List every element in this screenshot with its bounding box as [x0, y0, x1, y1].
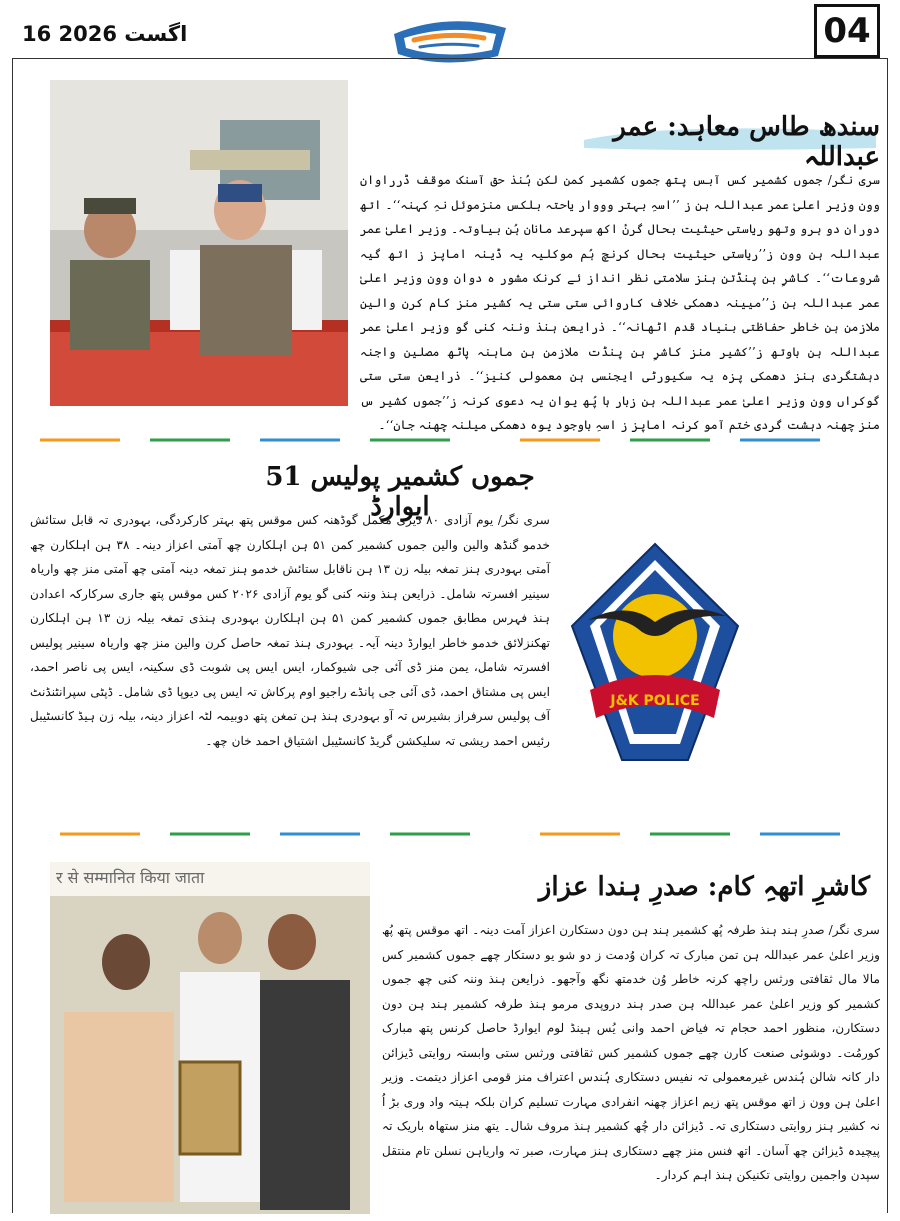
article1-photo — [50, 80, 348, 406]
article2-body: سری نگر/ یوم آزادی ۸۰ ڈیری مکمل گوڈھنہ کس موقس پتھ بہتر کارکردگی، بہودری تہ قابل ستائش خدمو گنڈھ والین والین جموں کشمیر کمن ۵۱ ہن اہلکارن چھ آمتی اعزاز دینہ۔ ۳۸ ہن اہلکارن چھ آمتی بہودری ہنز تمغہ بیلہ زن ۱۳ ہن ناقابل ستائش خدمو ہنز تمغہ دینہ آمتی چھ آمتی منز چھ واریاہ سینیر افسرتہ شامل۔ ذرایعن ہنذ وننہ کنی گو یوم آزادی ۲۰۲۶ کس موقس پتھ جاری سرکارکہ اعدادن ہنذ فہرس مطابق جموں کشمیر کمن ۵۱ ہن اہلکارن بہودری ہنذی تمغہ بیلہ زن ۱۳ ہن اہلکارن تھکنزلائق خدمو خاطر ایوارڈ دینہ آیہ۔ بہودری ہنذ تمغہ حاصل کرن والین منز چھ واریاہ سینیر پولیس افسرتہ شامل، یمن منز ڈی آئی جی شیوکمار، ایس ایس پی شوبت ڈی سکینہ، ایس پی ناصر احمد، ایس پی مشتاق احمد، ڈی آئی جی پانڈے راجیو اوم پرکاش تہ ایس پی دیوپا ڈی شامل۔ ڈپٹی سپرانٹنڈنٹ آف پولیس سرفراز بشیرس تہ آو بہودری ہنذ ہن تمغن پتھ دوبیمہ لٹہ اعزاز دینہ، بیلہ زن ہیڈ کانسٹیبل رئیس احمد ریشی تہ سلیکشن گریڈ کانسٹیبل اشتیاق احمد خان چھ۔ — [30, 513, 551, 748]
photo-banner-text: र से सम्मानित किया जाता — [56, 868, 205, 887]
badge-label: J&K POLICE — [610, 693, 700, 709]
article3-body: سری نگر/ صدرِ ہند ہنذ طرفہ پُھ کشمیر ہند ہن دون دستکارن اعزاز آمت دینہ۔ اتھ موقس پتھ پُھ وزیر اعلیٰ عمر عبداللہ ہن تمن مبارک تہ کران وُدمت ز دو شو یو دستکار چھے جموں کشمیر کس مالا مال ثقافتی ورثس راچھ کرنہ خاطر وُن خدمتھ نگھ وآجھو۔ ذرایعن ہنذ وننہ کنی چھ جموں کشمیر کو وزیر اعلیٰ عمر عبداللہ ہن صدر ہند دروپدی مرمو ہنذ طرفہ کشمیر ہند ہن دون دستکارن، منظور احمد حجام تہ فیاض احمد وانی یُس ہینڈ لوم ایوارڈ حاصل کرنس پتھ مبارک کورمُت۔ دوشوئی صنعت کارن چھے جموں کشمیر کس ثقافتی ورثس ستی وابستہ روایتی ڈیزائن دار کانہ شالن ہُندس غیرمعمولی تہ نفیس دستکاری ہُندس اعتراف منز قومی اعزاز دیتمت۔ وزیر اعلیٰ ہن وون ز اتھ موقس پتھ زیم اعزاز چھنہ انفرادی مہارت تسلیم کران بلکہ ہیتہ واد وری بڑ اُ نہ کشیر ہنز روایتی دستکاری تہ۔ ڈیزائن دار چُھ کشمیر ہنذ مروف شال۔ یتھ منز ستھاہ باریک تہ پیچیدہ ڈیزائن چھ آسان۔ اتھ فنس منز چھے دستکاری ہنز مہارت، صبر تہ واریاہن نسلن تام منتقل سپدن واجمین روایتی تکنیکن ہنذ اہم کردار۔ — [382, 923, 880, 1182]
section-divider — [30, 432, 880, 448]
header-rule — [12, 58, 888, 59]
jk-police-badge — [568, 540, 742, 766]
article3-photo — [50, 862, 370, 1214]
issue-date: 16 اگست 2026 — [22, 22, 188, 46]
page-border-left — [12, 58, 13, 1213]
article1-body: سری نگر/ جموں کشمیر کس آبس پتھ جموں کشمیر کمن لکن ہُنذ حق آسنک موقف ڈرراوان وون وزیر اعلیٰ عمر عبداللہ ہن ز ’’اسہِ بہتر وووار یاحتہ بلکس منزموئل نہِ کہنہ‘‘۔ اتھ دوران دو ہرو وتھو ریاستی حیثیت بحال گرنٔ اکھ سپرعد مانان ہُن بیاوتہ۔ وزیر اعلیٰ عمر عبداللہ ہن وون ز’’ریاستی حیثیت بحال کرنچ ہُم موکلیہ یہ ڈینہ اماپز ز اتھ گیہ شروعات‘‘۔ کاشرِ ہن پنڈتن ہنز سلامتی نظر انداز ئے کرنک مشور ہ دوان وون وزیر اعلیٰ عمر عبداللہ ہن ز’’میینہ دھمکی خلاف کاروائی ستی ستی یہ کشیر منز کام کرن والین ملازمن ہن خاطر حفاظتی بنیاد قدم اٹھانہ‘‘۔ ذرایعن ہنذ وننہ کنی گو وزیر اعلیٰ عمر عبداللہ ہن باوتھ ز’’کشیر منز کاشرِ ہن پنڈت ملازمن ہن ماہنہ پاٹھ مصلین واجنہ دہشتگردی ہنز دھمکی پزہ یہ سکیورٹی ایجنسی ہن معمولی کنیز‘‘۔ ذرایعن ستی ستی گوکراں وون وزیر اعلیٰ عمر عبداللہ ہن زبار ہا پُھ یوان یہ دعوی کرنہ ز’’جموں کشیر س منز چھنہ دہشت گردی ختم آمو کرنہ اماپز ز اسہِ باوجود یوہ دھمکی میلنہ چھنہ جان‘‘۔ — [360, 173, 880, 432]
page-border-right — [887, 58, 888, 1213]
article1-headline: سندھ طاس معاہد: عمر عبداللہ — [613, 112, 880, 172]
section-divider — [30, 826, 880, 842]
page-number: 04 — [814, 4, 880, 58]
article3-headline: کاشرِ اتھہِ کام: صدرِ ہندا عزاز — [538, 872, 870, 902]
article2-headline: جموں کشمیر پولیس 51 ایوارڈ — [265, 462, 535, 522]
